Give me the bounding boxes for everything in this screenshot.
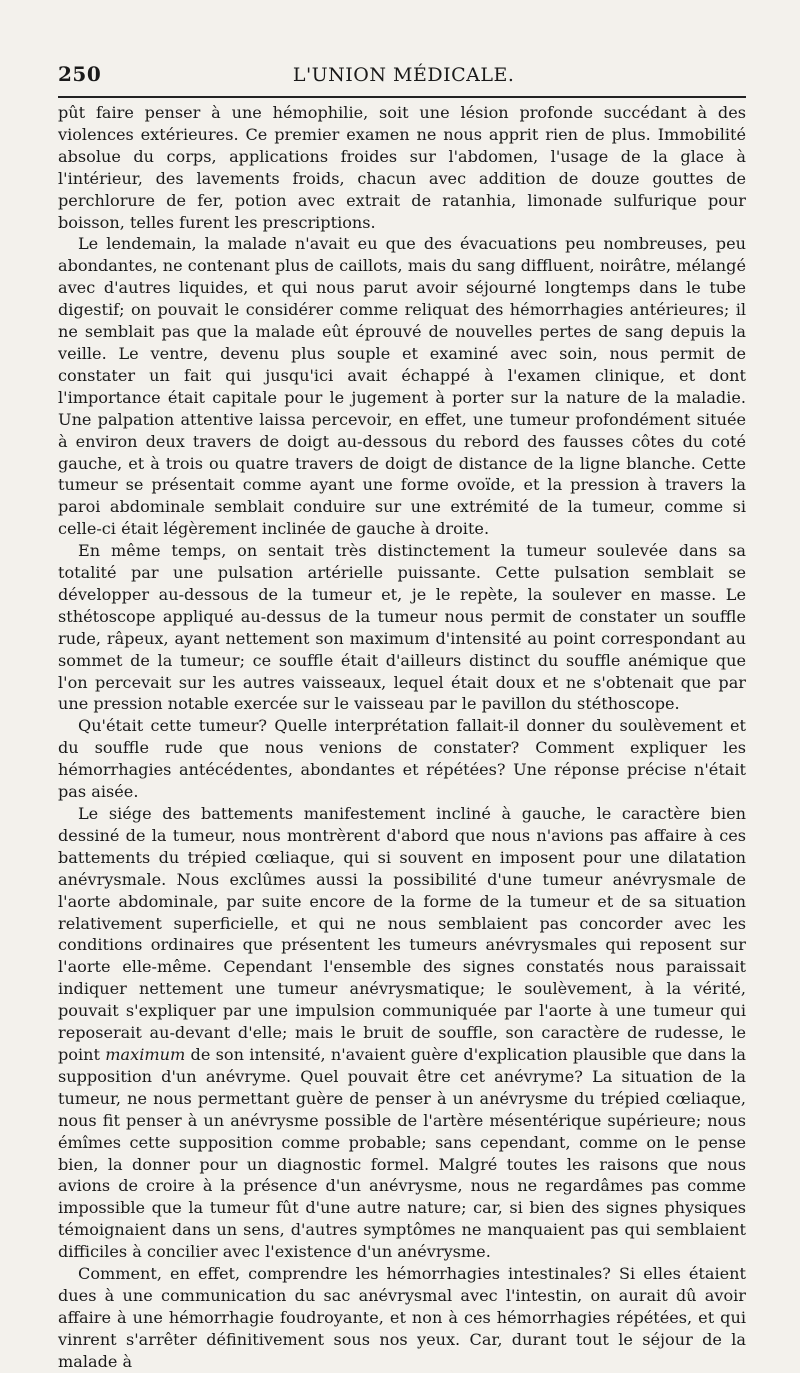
paragraph-text: Le siége des battements manifestement incliné à gauche, le caractère bien dessiné de la tumeur, nous montrèrent d'abord que nous n'avions pas affaire à ces battements du trépied cœliaque, qui si souvent en imposent pour une dilatation anévrysmale. Nous exclûmes aussi la possibilité d'une tumeur anévrysmale de l'aorte abdominale, par suite encore de la forme de la tumeur et de sa situation relativement superficielle, et qui ne nous semblaient pas concorder avec les conditions ordinaires que présentent les tumeurs anévrysmales qui reposent sur l'aorte elle-même. Cependant l'ensemble des signes constatés nous paraissait indiquer nettement une tumeur anévrysmatique; le soulèvement, à la vérité, pouvait s'expliquer par une impulsion communiquée par l'aorte à une tumeur qui reposerait au-devant d'elle; mais le bruit de souffle, son caractère de rudesse, le point <box>58 804 746 1064</box>
paragraph-text: En même temps, on sentait très distinctement la tumeur soulevée dans sa totalité par une pulsation artérielle puissante. Cette pulsation semblait se développer au-dessous de la tumeur et, je le repète, la soulever en masse. Le sthétoscope appliqué au-dessus de la tumeur nous permit de constater un souffle rude, râpeux, ayant nettement son maximum d'intensité au point correspondant au sommet de la tumeur; ce souffle était d'ailleurs distinct du souffle anémique que l'on percevait sur les autres vaisseaux, lequel était doux et ne s'obtenait que par une pression notable exercée sur le vaisseau par le pavillon du stéthoscope. <box>58 541 746 714</box>
paragraph <box>58 715 746 803</box>
running-head <box>58 62 746 90</box>
paragraph-text: Comment, en effet, comprendre les hémorrhagies intestinales? Si elles étaient dues à une communication du sac anévrysmal avec l'intestin, on aurait dû avoir affaire à une hémorrhagie foudroyante, et non à ces hémorrhagies répétées, et qui vinrent s'arrêter définitivement sous nos yeux. Car, durant tout le séjour de la malade à <box>58 1264 746 1371</box>
paragraph <box>58 1263 746 1373</box>
article-body <box>58 102 746 1373</box>
paragraph-text: Le lendemain, la malade n'avait eu que des évacuations peu nombreuses, peu abondantes, ne contenant plus de caillots, mais du sang diffluent, noirâtre, mélangé avec d'autres liquides, et qui nous parut avoir séjourné longtemps dans le tube digestif; on pouvait le considérer comme reliquat des hémorrhagies antérieures; il ne semblait pas que la malade eût éprouvé de nouvelles pertes de sang depuis la veille. Le ventre, devenu plus souple et examiné avec soin, nous permit de constater un fait qui jusqu'ici avait échappé à l'examen clinique, et dont l'importance était capitale pour le jugement à porter sur la nature de la maladie. Une palpation attentive laissa percevoir, en effet, une tumeur profondément située à environ deux travers de doigt au-dessous du rebord des fausses côtes du coté gauche, et à trois ou quatre travers de doigt de distance de la ligne blanche. Cette tumeur se présentait comme ayant une forme ovoïde, et la pression à travers la paroi abdominale semblait conduire sur une extrémité de la tumeur, comme si celle-ci était légèrement inclinée de gauche à droite. <box>58 234 746 539</box>
paragraph-text: Qu'était cette tumeur? Quelle interprétation fallait-il donner du soulèvement et du souffle rude que nous venions de constater? Comment expliquer les hémorrhagies antécédentes, abondantes et répétées? Une réponse précise n'était pas aisée. <box>58 716 746 802</box>
paragraph-text: pût faire penser à une hémophilie, soit une lésion profonde succédant à des violences extérieures. Ce premier examen ne nous apprit rien de plus. Immobilité absolue du corps, applications froides sur l'abdomen, l'usage de la glace à l'intérieur, des lavements froids, chacun avec addition de douze gouttes de perchlorure de fer, potion avec extrait de ratanhia, limonade sulfurique pour boisson, telles furent les prescriptions. <box>58 103 746 232</box>
paragraph-text: de son intensité, n'avaient guère d'explication plausible que dans la supposition d'un anévryme. Quel pouvait être cet anévryme? La situation de la tumeur, ne nous permettant guère de penser à un anévrysme du trépied cœliaque, nous fit penser à un anévrysme possible de l'artère mésentérique supérieure; nous émîmes cette supposition comme probable; sans cependant, comme on le pense bien, la donner pour un diagnostic formel. Malgré toutes les raisons que nous avions de croire à la présence d'un anévrysme, nous ne regardâmes pas comme impossible que la tumeur fût d'une autre nature; car, si bien des signes physiques témoignaient dans un sens, d'autres symptômes ne manquaient pas qui semblaient difficiles à concilier avec l'existence d'un anévrysme. <box>58 1044 747 1262</box>
italic-term: maximum <box>105 1044 186 1064</box>
header-rule <box>58 96 746 98</box>
page-number: 250 <box>58 62 102 86</box>
paragraph <box>58 102 746 233</box>
journal-title: L'UNION MÉDICALE. <box>292 64 515 86</box>
paragraph <box>58 540 746 715</box>
paragraph <box>58 803 746 1263</box>
paragraph <box>58 233 746 540</box>
